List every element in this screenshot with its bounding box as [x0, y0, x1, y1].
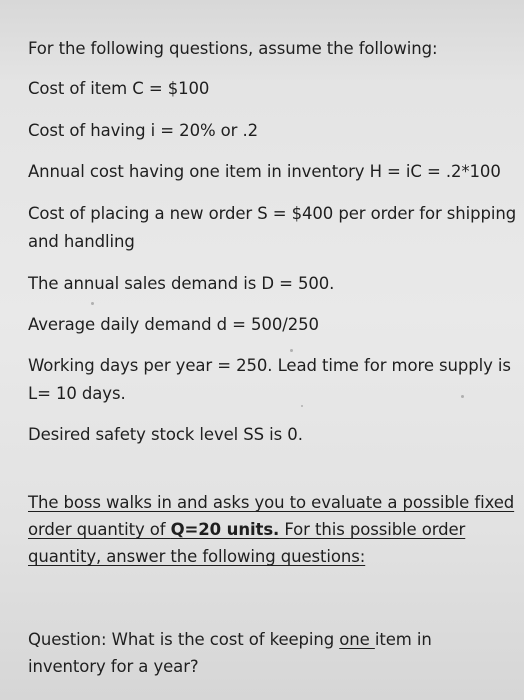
- question-prefix: Question: What is the cost of keeping: [28, 630, 340, 649]
- question-line-1: [28, 626, 432, 654]
- annual-demand: The annual sales demand is D = 500.: [28, 274, 335, 293]
- boss-line-2-suffix: For this possible order: [279, 520, 466, 539]
- working-days-line-2: L= 10 days.: [28, 384, 126, 403]
- boss-scenario-line-3: quantity, answer the following questions:: [28, 547, 366, 566]
- question-suffix: item in: [374, 630, 432, 649]
- paper-speck: [461, 395, 464, 398]
- boss-scenario-line-1: The boss walks in and asks you to evaluate a possible fixed: [28, 493, 515, 512]
- daily-demand: Average daily demand d = 500/250: [28, 315, 319, 334]
- cost-of-item: Cost of item C = $100: [28, 79, 210, 98]
- order-quantity-value: Q=20 units.: [170, 520, 280, 539]
- annual-holding-cost: Annual cost having one item in inventory H = iC = .2*100: [28, 162, 501, 181]
- cost-of-having: Cost of having i = 20% or .2: [28, 121, 259, 140]
- safety-stock: Desired safety stock level SS is 0.: [28, 425, 303, 444]
- question-underlined-word: one: [339, 630, 375, 649]
- boss-line-2-prefix: order quantity of: [28, 520, 171, 539]
- paper-speck: [301, 405, 303, 407]
- paper-speck: [91, 302, 94, 305]
- order-cost-line-1: Cost of placing a new order S = $400 per order for shipping: [28, 204, 517, 223]
- working-days-line-1: Working days per year = 250. Lead time for more supply is: [28, 356, 511, 375]
- intro-text: For the following questions, assume the following:: [28, 39, 438, 58]
- paper-speck: [290, 349, 293, 352]
- order-cost-line-2: and handling: [28, 232, 135, 251]
- boss-scenario-line-2: [28, 516, 465, 544]
- question-line-2: inventory for a year?: [28, 657, 199, 676]
